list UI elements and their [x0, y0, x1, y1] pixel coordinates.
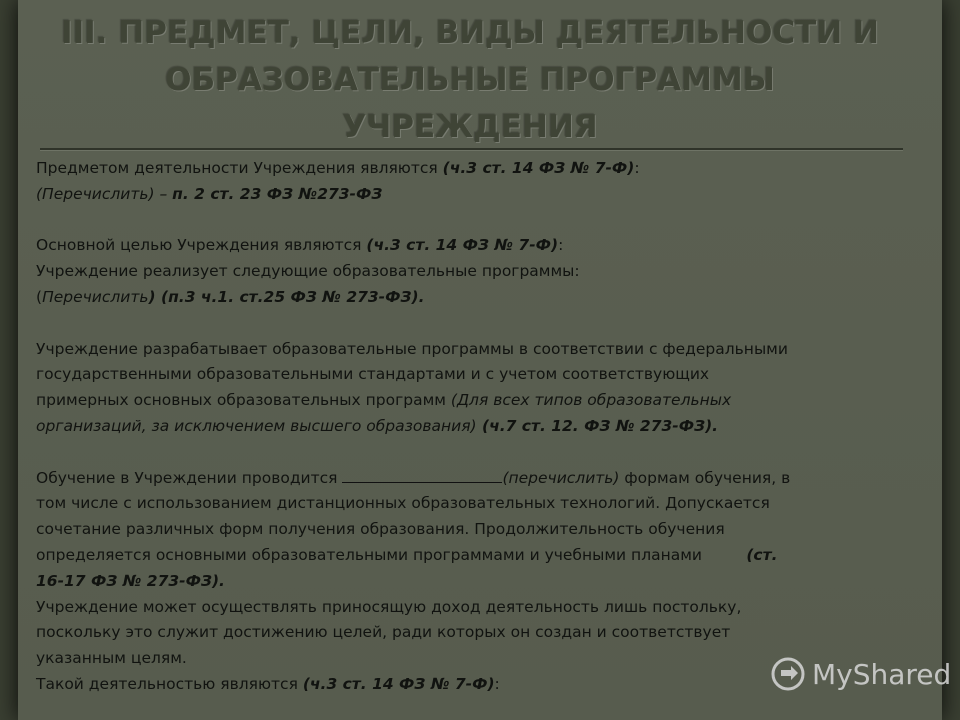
slide-title: [40, 10, 900, 151]
instruction-text: (перечислить): [502, 468, 620, 487]
body-text: Предметом деятельности Учреждения являются: [36, 159, 443, 177]
body-text: Такой деятельностью являются: [36, 674, 303, 693]
law-reference: (ч.7 ст. 12. ФЗ № 273-ФЗ).: [476, 416, 719, 435]
paragraph-training-line: том числе с использованием дистанционных образовательных технологий. Допускается: [36, 494, 770, 513]
title-line-2: ОБРАЗОВАТЕЛЬНЫЕ ПРОГРАММЫ: [165, 62, 775, 98]
paragraph-income-line: указанным целям.: [36, 649, 187, 668]
law-reference: (ст.: [746, 545, 778, 564]
paragraph-develop-line: [36, 414, 916, 440]
instruction-text: (Перечислить) –: [36, 184, 173, 203]
body-text: Обучение в Учреждении проводится: [36, 468, 343, 487]
instruction-text: организаций, за исключением высшего образования): [36, 416, 477, 435]
paragraph-subject-list: [36, 182, 916, 208]
paragraph-subject: [36, 156, 916, 182]
law-reference: 16-17 ФЗ № 273-ФЗ).: [36, 571, 225, 590]
law-reference: (ч.3 ст. 14 ФЗ № 7-Ф): [366, 236, 559, 255]
paragraph-income-line: Учреждение может осуществлять приносящую доход деятельность лишь постольку,: [36, 597, 742, 616]
myshared-watermark: [770, 656, 951, 692]
paragraph-programs-list: [36, 285, 916, 311]
watermark-text: MyShared: [812, 657, 952, 691]
body-text: примерных основных образовательных программ: [36, 391, 451, 410]
title-divider: [40, 148, 903, 151]
paragraph-training-forms: [36, 466, 916, 492]
paragraph-income-line: поскольку это служит достижению целей, ради которых он создан и соответствует: [36, 623, 731, 642]
body-text: Основной целью Учреждения являются: [36, 236, 367, 255]
title-line-3: УЧРЕЖДЕНИЯ: [342, 109, 598, 145]
myshared-logo-icon: [770, 656, 806, 692]
body-text: :: [558, 236, 564, 255]
paragraph-goal: [36, 233, 916, 259]
law-reference: (ч.3 ст. 14 ФЗ № 7-Ф): [302, 674, 495, 693]
paragraph-training-line: [36, 543, 916, 569]
instruction-text: Перечислить: [42, 287, 149, 306]
paragraph-develop-line: Учреждение разрабатывает образовательные программы в соответствии с федеральными: [36, 339, 788, 358]
paragraph-programs: Учреждение реализует следующие образовательные программы:: [36, 262, 580, 281]
law-reference: п. 2 ст. 23 ФЗ №273-ФЗ: [172, 184, 383, 203]
body-text: :: [494, 674, 500, 693]
paragraph-training-line: [36, 569, 916, 595]
title-line-1: III. ПРЕДМЕТ, ЦЕЛИ, ВИДЫ ДЕЯТЕЛЬНОСТИ И: [61, 15, 879, 51]
body-text: определяется основными образовательными программами и учебными планами: [36, 545, 747, 564]
paragraph-develop-line: государственными образовательными стандартами и с учетом соответствующих: [36, 365, 710, 384]
paragraph-develop-line: [36, 388, 916, 414]
paragraph-training-line: сочетание различных форм получения образования. Продолжительность обучения: [36, 520, 725, 539]
body-text: формам обучения, в: [619, 468, 791, 487]
law-reference: ) (п.3 ч.1. ст.25 ФЗ № 273-ФЗ).: [148, 287, 425, 306]
slide-body: [36, 156, 916, 698]
law-reference: (ч.3 ст. 14 ФЗ № 7-Ф): [442, 159, 635, 177]
blank-fill-line: [342, 468, 502, 483]
body-text: :: [634, 159, 640, 177]
instruction-text: (Для всех типов образовательных: [450, 391, 732, 410]
body-text: (: [36, 287, 43, 306]
